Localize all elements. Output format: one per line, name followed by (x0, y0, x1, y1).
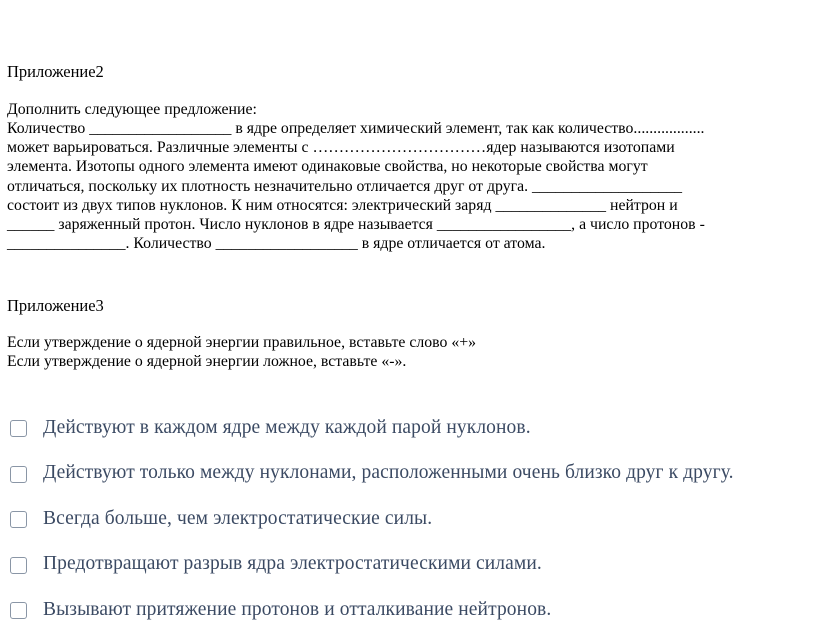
appendix-2-title: Приложение2 (7, 62, 104, 81)
paragraph-line: состоит из двух типов нуклонов. К ним относятся: электрический заряд ______________ нейтрон и (7, 196, 678, 214)
appendix-3-instruction-false: Если утверждение о ядерной энергии ложное, вставьте «-». (7, 353, 407, 370)
paragraph-line: отличаться, поскольку их плотность незначительно отличается друг от друга. ___________________ (7, 177, 683, 195)
checklist-item[interactable] (10, 405, 810, 451)
checkbox[interactable] (10, 420, 27, 437)
checklist-item-label: Всегда больше, чем электростатические силы. (43, 507, 433, 529)
checklist-item-label: Предотвращают разрыв ядра электростатическими силами. (43, 553, 542, 575)
checklist-item-label: Действуют только между нуклонами, расположенными очень близко друг к другу. (43, 462, 734, 484)
paragraph-line: _______________. Количество __________________ в ядре отличается от атома. (7, 235, 546, 253)
checklist-item[interactable] (10, 587, 810, 633)
appendix-2-intro: Дополнить следующее предложение: (7, 101, 257, 118)
appendix-3-instruction-true: Если утверждение о ядерной энергии правильное, вставьте слово «+» (7, 334, 477, 351)
checkbox[interactable] (10, 511, 27, 528)
checkbox[interactable] (10, 602, 27, 619)
paragraph-line: Количество __________________ в ядре определяет химический элемент, так как количество.................. (7, 120, 705, 137)
checklist-item-label: Действуют в каждом ядре между каждой парой нуклонов. (43, 416, 531, 438)
checklist-item[interactable] (10, 451, 810, 497)
checklist-item-label: Вызывают притяжение протонов и отталкивание нейтронов. (43, 598, 552, 620)
appendix-2-paragraph (7, 119, 705, 253)
checkbox[interactable] (10, 557, 27, 574)
checklist-item[interactable] (10, 542, 810, 588)
paragraph-line: может варьироваться. Различные элементы с ……………………………ядер называются изотопами (7, 139, 675, 157)
paragraph-line: элемента. Изотопы одного элемента имеют одинаковые свойства, но некоторые свойства могут (7, 158, 648, 176)
checklist-item[interactable] (10, 496, 810, 542)
paragraph-line: ______ заряженный протон. Число нуклонов в ядре называется _________________, а число протонов - (7, 215, 705, 233)
statement-checklist (10, 405, 810, 633)
checkbox[interactable] (10, 466, 27, 483)
appendix-3-title: Приложение3 (7, 296, 104, 315)
